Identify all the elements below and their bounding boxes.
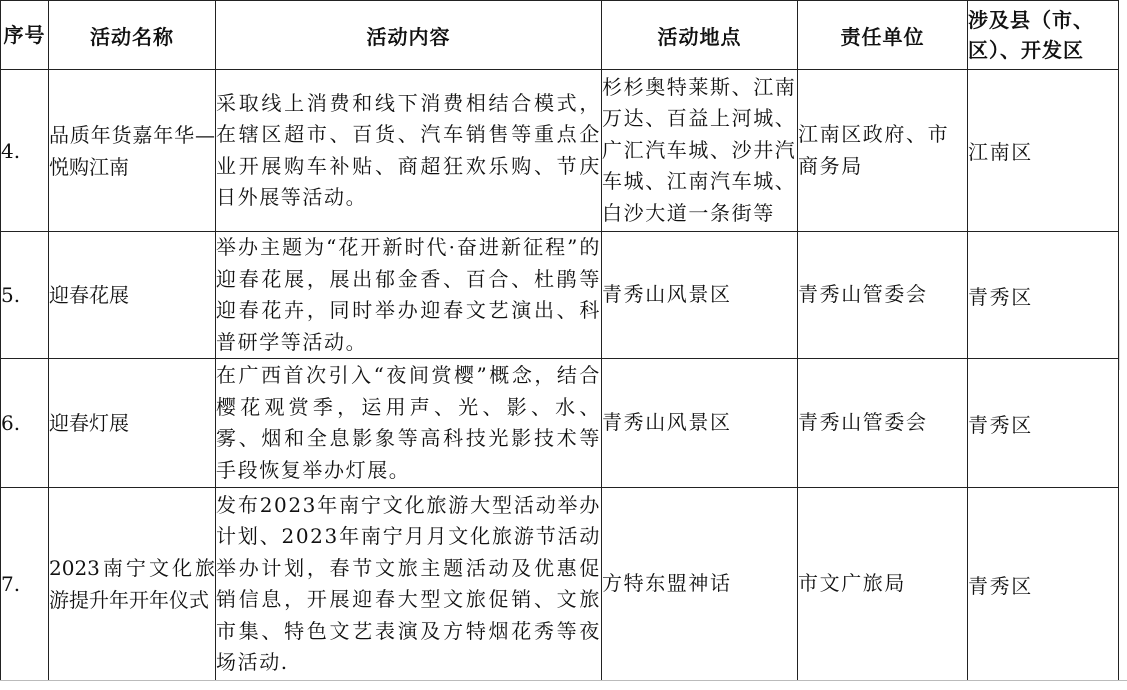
responsible-unit: 江南区政府、市商务局 [798,70,968,232]
row-number: 7. [1,488,49,681]
scrollbar-track[interactable] [1119,300,1127,370]
county-district: 青秀区 [968,359,1119,488]
responsible-unit: 青秀山管委会 [798,232,968,359]
table-row [1,359,1119,488]
activity-location: 杉杉奥特莱斯、江南万达、百益上河城、广汇汽车城、沙井汽车城、江南汽车城、白沙大道一条街等 [602,70,798,232]
table-header-row [1,1,1119,70]
header-county-district: 涉及县（市、区）、开发区 [968,1,1119,70]
header-activity-name: 活动名称 [49,1,216,70]
row-number: 6. [1,359,49,488]
activity-location: 青秀山风景区 [602,232,798,359]
county-district: 青秀区 [968,488,1119,681]
activity-content: 采取线上消费和线下消费相结合模式，在辖区超市、百货、汽车销售等重点企业开展购车补贴、商超狂欢乐购、节庆日外展等活动。 [216,70,602,232]
activity-content: 举办主题为“花开新时代·奋进新征程”的迎春花展，展出郁金香、百合、杜鹃等迎春花卉，同时举办迎春文艺演出、科普研学等活动。 [216,232,602,359]
county-district: 青秀区 [968,232,1119,359]
row-number: 5. [1,232,49,359]
header-responsible-unit: 责任单位 [798,1,968,70]
table-row [1,70,1119,232]
header-activity-location: 活动地点 [602,1,798,70]
activity-name: 迎春花展 [49,283,129,307]
row-number: 4. [1,70,49,232]
activity-content: 发布2023年南宁文化旅游大型活动举办计划、2023年南宁月月文化旅游节活动举办计划，春节文旅主题活动及优惠促销信息，开展迎春大型文旅促销、文旅市集、特色文艺表演及方特烟花秀等夜场活动. [216,488,602,681]
responsible-unit: 市文广旅局 [798,488,968,681]
activity-location: 青秀山风景区 [602,359,798,488]
activity-name-cell [49,359,216,488]
table-row [1,488,1119,681]
county-district: 江南区 [968,70,1119,232]
activity-name: 迎春灯展 [49,411,129,435]
header-activity-content: 活动内容 [216,1,602,70]
activity-content: 在广西首次引入“夜间赏樱”概念，结合樱花观赏季，运用声、光、影、水、雾、烟和全息影象等高科技光影技术等手段恢复举办灯展。 [216,359,602,488]
table-row [1,232,1119,359]
header-serial-number: 序号 [1,1,49,70]
activity-name-cell [49,70,216,232]
activity-location: 方特东盟神话 [602,488,798,681]
activity-name-cell [49,488,216,681]
page-bottom-divider [0,680,1127,681]
responsible-unit: 青秀山管委会 [798,359,968,488]
activity-name: 品质年货嘉年华—悦购江南 [49,122,215,179]
activity-name: 2023南宁文化旅游提升年开年仪式 [49,556,215,612]
activity-name-cell [49,232,216,359]
